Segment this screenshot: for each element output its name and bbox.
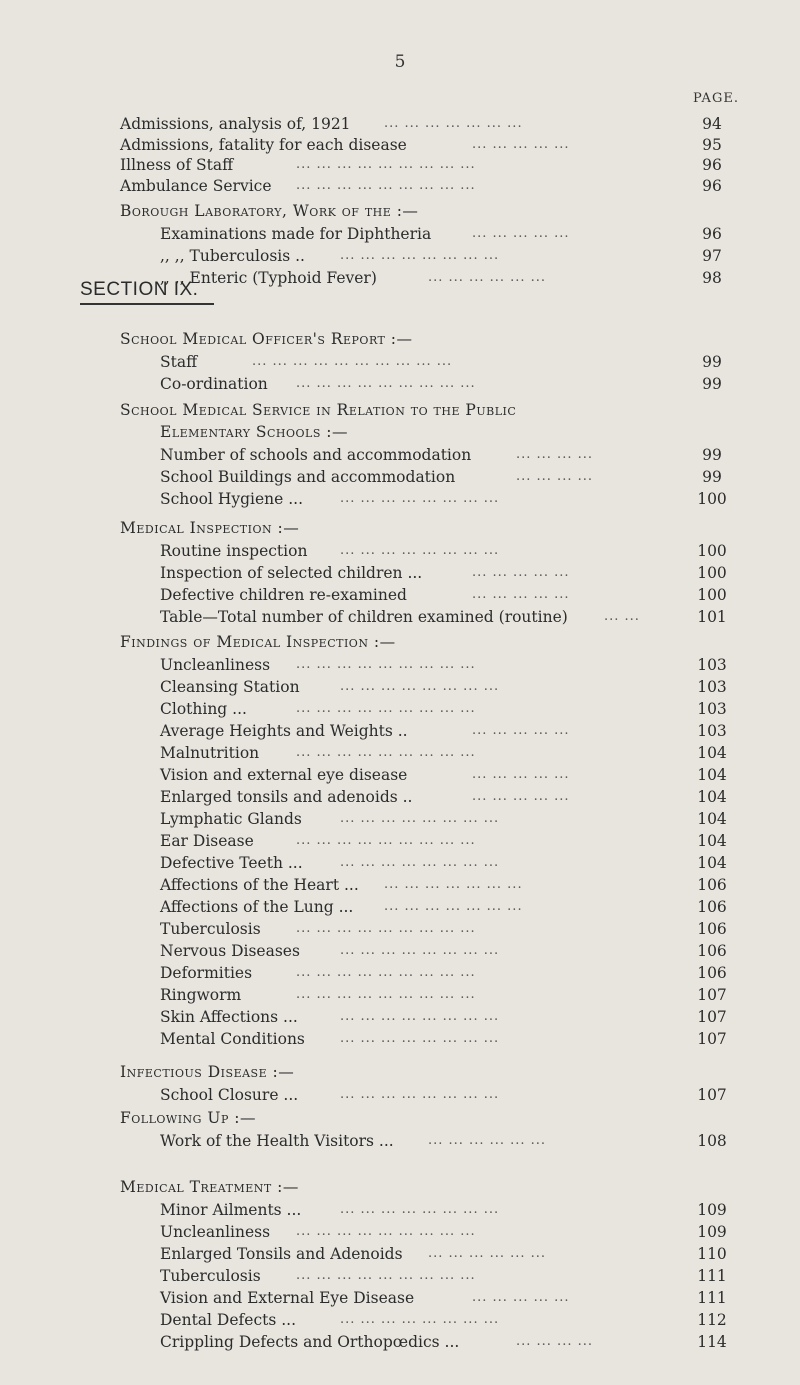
entry-label: Admissions, fatality for each disease [120,135,407,154]
entry-page-number: 109 [697,1201,727,1219]
index-entry [0,605,800,629]
leader-dots: ... ... ... ... ... ... ... [384,877,523,892]
leader-dots: ... ... ... ... ... ... ... ... ... ... [252,354,453,369]
leader-dots: ... ... ... ... ... [472,226,570,241]
index-entry [0,851,800,875]
index-entry [0,1027,800,1051]
entry-page-number: 101 [697,608,727,626]
entry-page-number: 98 [702,269,722,287]
leader-dots: ... ... ... ... ... ... ... ... [340,1087,500,1102]
leader-dots: ... ... ... ... ... ... ... ... [340,248,500,263]
leader-dots: ... ... ... ... ... ... [428,1246,547,1261]
index-entry [0,807,800,831]
index-entry [0,583,800,607]
index-heading: Elementary Schools :— [160,423,349,441]
section-title: SECTION IX. [80,279,199,300]
entry-page-number: 109 [697,1223,727,1241]
entry-page-number: 107 [697,1086,727,1104]
entry-label: Work of the Health Visitors ... [160,1132,394,1150]
entry-label: Average Heights and Weights .. [160,722,408,740]
index-entry [0,1083,800,1107]
leader-dots: ... ... ... ... ... ... ... ... ... [296,657,476,672]
index-heading: Medical Inspection :— [120,519,300,537]
index-entry [0,1286,800,1310]
entry-page-number: 104 [697,744,727,762]
leader-dots: ... ... ... ... [516,447,593,462]
entry-page-number: 103 [697,678,727,696]
index-heading: Medical Treatment :— [120,1178,299,1196]
leader-dots: ... ... [604,609,640,624]
index-entry [0,785,800,809]
entry-page-number: 106 [697,964,727,982]
leader-dots: ... ... ... ... ... [472,1290,570,1305]
entry-label: Admissions, analysis of, 1921 [120,115,351,133]
index-entry [0,939,800,963]
leader-dots: ... ... ... ... ... ... ... ... ... [296,376,476,391]
entry-page-number: 107 [697,986,727,1004]
index-entry [0,741,800,765]
entry-label: Dental Defects ... [160,1311,297,1329]
entry-label: Ambulance Service [120,176,272,195]
entry-label: Deformities [160,964,253,982]
index-entry [0,1330,800,1354]
index-entry [0,895,800,919]
index-entry [0,443,800,467]
leader-dots: ... ... ... ... ... ... ... ... ... [296,157,476,172]
entry-label: School Hygiene ... [160,490,304,508]
entry-label: Defective children re-examined [160,586,407,604]
leader-dots: ... ... ... ... ... [472,723,570,738]
entry-label: Tuberculosis [160,920,261,938]
entry-label: Affections of the Lung ... [160,898,354,916]
entry-page-number: 99 [702,446,722,464]
index-entry [0,719,800,743]
entry-page-number: 100 [697,542,727,560]
entry-label: Enlarged tonsils and adenoids .. [160,788,413,806]
index-entry [0,1198,800,1222]
index-entry [0,465,800,489]
entry-page-number: 111 [697,1289,727,1307]
entry-page-number: 106 [697,876,727,894]
entry-page-number: 106 [697,920,727,938]
entry-label: Crippling Defects and Orthopœdics ... [160,1333,460,1351]
entry-page-number: 104 [697,810,727,828]
leader-dots: ... ... ... ... ... [472,789,570,804]
index-entry [0,1129,800,1153]
index-entry [0,763,800,787]
entry-page-number: 106 [697,898,727,916]
entry-page-number: 99 [702,468,722,486]
index-heading: School Medical Service in Relation to the Public [120,401,517,419]
leader-dots: ... ... ... ... ... ... ... ... ... [296,833,476,848]
index-heading: Following Up :— [120,1109,257,1127]
entry-page-number: 100 [697,490,727,508]
entry-label: Mental Conditions [160,1030,305,1048]
entry-label: ,, ,, Tuberculosis .. [160,247,305,265]
entry-page-number: 104 [697,854,727,872]
leader-dots: ... ... ... ... ... ... ... ... [340,811,500,826]
leader-dots: ... ... ... ... ... [472,767,570,782]
leader-dots: ... ... ... ... [516,469,593,484]
index-heading: School Medical Officer's Report :— [120,330,413,348]
leader-dots: ... ... ... ... ... ... [428,1133,547,1148]
entry-label: School Buildings and accommodation [160,468,456,486]
index-entry [0,961,800,985]
entry-label: Lymphatic Glands [160,810,302,828]
leader-dots: ... ... ... ... ... [472,136,570,152]
entry-label: Inspection of selected children ... [160,564,423,582]
index-entry [0,350,800,374]
entry-page-number: 114 [697,1333,727,1351]
entry-page-number: 104 [697,832,727,850]
index-entry [0,1308,800,1332]
entry-label: Ear Disease [160,832,254,850]
entry-label: Vision and External Eye Disease [160,1289,415,1307]
entry-label: Uncleanliness [160,1223,271,1241]
section-title-underline [80,303,214,305]
entry-label: Ringworm [160,986,242,1004]
leader-dots: ... ... ... ... ... ... ... ... [340,1009,500,1024]
entry-label: Tuberculosis [160,1267,261,1285]
entry-label: Examinations made for Diphtheria [160,225,432,243]
entry-label: School Closure ... [160,1086,299,1104]
entry-page-number: 106 [697,942,727,960]
entry-page-number: 107 [697,1008,727,1026]
entry-page-number: 96 [702,176,722,195]
entry-page-number: 97 [702,247,722,265]
entry-label: Nervous Diseases [160,942,300,960]
entry-label: Number of schools and accommodation [160,446,472,464]
entry-page-number: 108 [697,1132,727,1150]
index-entry [0,1264,800,1288]
leader-dots: ... ... ... ... ... ... ... ... [340,679,500,694]
index-entry [0,487,800,511]
entry-page-number: 100 [697,564,727,582]
leader-dots: ... ... ... ... ... ... ... ... [340,943,500,958]
page-number: 5 [394,52,406,72]
index-entry [0,1242,800,1266]
index-entry [0,372,800,396]
entry-page-number: 103 [697,722,727,740]
leader-dots: ... ... ... ... ... ... ... ... ... [296,701,476,716]
entry-label: Skin Affections ... [160,1008,298,1026]
entry-label: Malnutrition [160,744,260,762]
index-heading: Infectious Disease :— [120,1063,295,1081]
leader-dots: ... ... ... ... ... [472,565,570,580]
entry-label: Staff [160,353,198,371]
index-heading: Borough Laboratory, Work of the :— [120,202,419,220]
leader-dots: ... ... ... ... ... ... ... [384,899,523,914]
entry-label: Table—Total number of children examined (routine) [160,608,568,626]
entry-label: Routine inspection [160,542,308,560]
leader-dots: ... ... ... ... ... ... ... ... ... [296,1224,476,1239]
entry-page-number: 96 [702,156,722,174]
entry-page-number: 107 [697,1030,727,1048]
entry-label: ,, ,, Enteric (Typhoid Fever) [160,269,377,287]
leader-dots: ... ... ... ... ... ... ... [384,116,523,131]
index-entry [0,983,800,1007]
page-column-label: PAGE. [693,91,739,106]
leader-dots: ... ... ... ... ... ... ... ... ... [296,965,476,980]
leader-dots: ... ... ... ... ... ... ... ... ... [296,745,476,760]
index-entry [0,222,800,246]
leader-dots: ... ... ... ... ... ... ... ... [340,1202,500,1217]
leader-dots: ... ... ... ... [516,1334,593,1349]
entry-label: Co-ordination [160,375,268,393]
leader-dots: ... ... ... ... ... ... ... ... [340,1312,500,1327]
index-entry [0,561,800,585]
entry-label: Affections of the Heart ... [160,876,359,894]
entry-page-number: 103 [697,656,727,674]
entry-page-number: 111 [697,1267,727,1285]
entry-label: Defective Teeth ... [160,854,303,872]
entry-page-number: 103 [697,700,727,718]
leader-dots: ... ... ... ... ... ... ... ... ... [296,921,476,936]
entry-label: Illness of Staff [120,156,234,174]
entry-label: Clothing ... [160,700,247,718]
entry-label: Cleansing Station [160,678,300,696]
index-entry [0,873,800,897]
entry-page-number: 99 [702,353,722,371]
index-entry [0,174,800,198]
leader-dots: ... ... ... ... ... ... [428,270,547,285]
entry-label: Minor Ailments ... [160,1201,302,1219]
leader-dots: ... ... ... ... ... ... ... ... ... [296,987,476,1002]
leader-dots: ... ... ... ... ... ... ... ... [340,855,500,870]
entry-page-number: 100 [697,586,727,604]
entry-page-number: 112 [697,1311,727,1329]
entry-page-number: 104 [697,788,727,806]
index-entry [0,675,800,699]
index-entry [0,697,800,721]
entry-label: Enlarged Tonsils and Adenoids [160,1245,403,1263]
index-entry [0,917,800,941]
index-entry [0,1220,800,1244]
entry-page-number: 99 [702,375,722,393]
leader-dots: ... ... ... ... ... [472,587,570,602]
leader-dots: ... ... ... ... ... ... ... ... ... [296,1268,476,1283]
index-entry [0,539,800,563]
index-entry [0,829,800,853]
index-heading: Findings of Medical Inspection :— [120,633,396,651]
leader-dots: ... ... ... ... ... ... ... ... ... [296,177,476,193]
leader-dots: ... ... ... ... ... ... ... ... [340,543,500,558]
entry-page-number: 96 [702,225,722,243]
entry-label: Uncleanliness [160,656,271,674]
index-entry [0,1005,800,1029]
index-entry [0,653,800,677]
leader-dots: ... ... ... ... ... ... ... ... [340,491,500,506]
entry-label: Vision and external eye disease [160,766,408,784]
leader-dots: ... ... ... ... ... ... ... ... [340,1031,500,1046]
index-entry [0,244,800,268]
entry-page-number: 95 [702,135,722,154]
entry-page-number: 104 [697,766,727,784]
entry-page-number: 94 [702,115,722,133]
entry-page-number: 110 [697,1245,727,1263]
